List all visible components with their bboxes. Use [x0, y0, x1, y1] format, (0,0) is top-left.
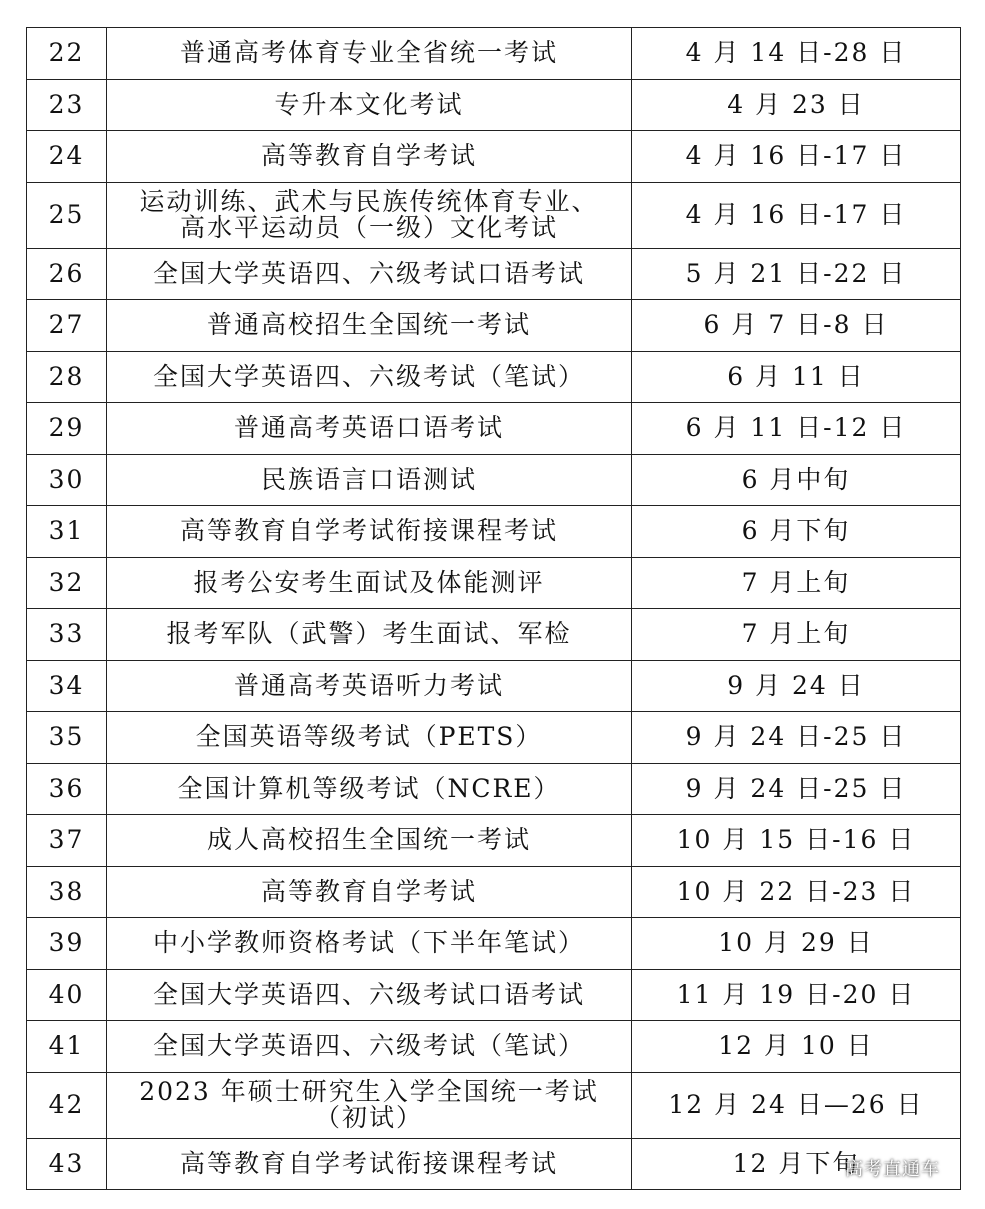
exam-name-line: 报考公安考生面试及体能测评 — [193, 567, 545, 597]
exam-name-cell — [107, 351, 632, 403]
row-number-cell: 43 — [27, 1138, 107, 1190]
exam-name-line: 高水平运动员（一级）文化考试 — [179, 213, 558, 242]
exam-name-cell — [107, 969, 632, 1021]
exam-date-cell: 12 月 24 日—26 日 — [632, 1072, 961, 1138]
row-number-cell: 36 — [27, 763, 107, 815]
table-row — [27, 506, 961, 558]
row-number-cell: 39 — [27, 918, 107, 970]
row-number-cell: 42 — [27, 1072, 107, 1138]
exam-name-cell — [107, 506, 632, 558]
table-row — [27, 1072, 961, 1138]
table-row — [27, 351, 961, 403]
exam-name-line: 高等教育自学考试衔接课程考试 — [179, 1148, 558, 1178]
exam-name-cell — [107, 866, 632, 918]
exam-date-cell: 4 月 23 日 — [632, 79, 961, 131]
exam-date-cell: 12 月 10 日 — [632, 1021, 961, 1073]
exam-name-cell — [107, 557, 632, 609]
row-number-cell: 29 — [27, 403, 107, 455]
exam-name-cell — [107, 248, 632, 300]
exam-schedule-table — [26, 27, 961, 1190]
row-number-cell: 38 — [27, 866, 107, 918]
exam-name-line: 全国大学英语四、六级考试（笔试） — [152, 361, 585, 391]
exam-date-cell: 7 月上旬 — [632, 557, 961, 609]
table-row — [27, 248, 961, 300]
row-number-cell: 35 — [27, 712, 107, 764]
table-row — [27, 454, 961, 506]
table-row — [27, 1021, 961, 1073]
row-number-cell: 41 — [27, 1021, 107, 1073]
table-row — [27, 182, 961, 248]
table-row — [27, 866, 961, 918]
exam-name-line: 普通高校招生全国统一考试 — [206, 310, 531, 340]
exam-name-line: 成人高校招生全国统一考试 — [206, 825, 531, 855]
exam-name-cell — [107, 131, 632, 183]
table-row — [27, 815, 961, 867]
exam-name-line: 全国大学英语四、六级考试口语考试 — [152, 258, 585, 288]
exam-name-line: 高等教育自学考试 — [260, 141, 477, 171]
row-number-cell: 40 — [27, 969, 107, 1021]
exam-date-cell: 5 月 21 日-22 日 — [632, 248, 961, 300]
exam-name-cell — [107, 815, 632, 867]
exam-date-cell: 6 月 11 日-12 日 — [632, 403, 961, 455]
row-number-cell: 28 — [27, 351, 107, 403]
exam-name-line: 普通高考体育专业全省统一考试 — [179, 38, 558, 68]
exam-date-cell: 9 月 24 日-25 日 — [632, 712, 961, 764]
exam-name-line: 报考军队（武警）考生面试、军检 — [166, 619, 572, 649]
exam-name-line: （初试） — [314, 1103, 423, 1132]
exam-name-line: 全国英语等级考试（PETS） — [195, 722, 543, 752]
table-row — [27, 918, 961, 970]
exam-name-line: 普通高考英语听力考试 — [233, 670, 504, 700]
exam-name-cell — [107, 712, 632, 764]
table-row — [27, 79, 961, 131]
table-row — [27, 300, 961, 352]
exam-name-line: 普通高考英语口语考试 — [233, 413, 504, 443]
exam-name-line: 民族语言口语测试 — [260, 464, 477, 494]
exam-name-cell — [107, 300, 632, 352]
row-number-cell: 25 — [27, 182, 107, 248]
exam-schedule-table-body — [27, 28, 961, 1190]
exam-name-line: 高等教育自学考试衔接课程考试 — [179, 516, 558, 546]
table-row — [27, 403, 961, 455]
exam-date-cell: 6 月下旬 — [632, 506, 961, 558]
table-row — [27, 763, 961, 815]
row-number-cell: 22 — [27, 28, 107, 80]
exam-date-cell: 4 月 14 日-28 日 — [632, 28, 961, 80]
exam-name-cell — [107, 660, 632, 712]
exam-date-cell: 6 月 7 日-8 日 — [632, 300, 961, 352]
exam-name-cell — [107, 1021, 632, 1073]
row-number-cell: 37 — [27, 815, 107, 867]
exam-date-cell: 6 月中旬 — [632, 454, 961, 506]
row-number-cell: 31 — [27, 506, 107, 558]
exam-name-cell — [107, 1138, 632, 1190]
exam-date-cell: 10 月 22 日-23 日 — [632, 866, 961, 918]
exam-name-cell — [107, 454, 632, 506]
exam-date-cell: 6 月 11 日 — [632, 351, 961, 403]
exam-date-cell: 12 月下旬 — [632, 1138, 961, 1190]
exam-name-cell — [107, 609, 632, 661]
table-row — [27, 712, 961, 764]
exam-date-cell: 10 月 15 日-16 日 — [632, 815, 961, 867]
exam-name-cell — [107, 403, 632, 455]
row-number-cell: 24 — [27, 131, 107, 183]
exam-date-cell: 11 月 19 日-20 日 — [632, 969, 961, 1021]
exam-date-cell: 9 月 24 日-25 日 — [632, 763, 961, 815]
exam-name-line: 全国大学英语四、六级考试口语考试 — [152, 979, 585, 1009]
exam-date-cell: 9 月 24 日 — [632, 660, 961, 712]
exam-name-line: 2023 年硕士研究生入学全国统一考试 — [139, 1077, 599, 1106]
exam-date-cell: 4 月 16 日-17 日 — [632, 182, 961, 248]
table-row — [27, 131, 961, 183]
exam-name-line: 全国计算机等级考试（NCRE） — [177, 773, 561, 803]
exam-name-cell — [107, 182, 632, 248]
table-row — [27, 969, 961, 1021]
row-number-cell: 32 — [27, 557, 107, 609]
row-number-cell: 26 — [27, 248, 107, 300]
exam-date-cell: 7 月上旬 — [632, 609, 961, 661]
row-number-cell: 34 — [27, 660, 107, 712]
row-number-cell: 27 — [27, 300, 107, 352]
table-row — [27, 28, 961, 80]
exam-name-cell — [107, 763, 632, 815]
table-row — [27, 609, 961, 661]
exam-name-line: 中小学教师资格考试（下半年笔试） — [152, 928, 585, 958]
watermark-text: 高考直通车 — [845, 1159, 940, 1180]
exam-date-cell: 10 月 29 日 — [632, 918, 961, 970]
table-row — [27, 557, 961, 609]
exam-name-line: 运动训练、武术与民族传统体育专业、 — [139, 187, 599, 216]
row-number-cell: 33 — [27, 609, 107, 661]
exam-name-cell — [107, 79, 632, 131]
exam-schedule-sheet — [26, 27, 960, 1190]
exam-name-line: 全国大学英语四、六级考试（笔试） — [152, 1031, 585, 1061]
table-row — [27, 660, 961, 712]
exam-name-cell — [107, 918, 632, 970]
row-number-cell: 30 — [27, 454, 107, 506]
table-row — [27, 1138, 961, 1190]
exam-date-cell: 4 月 16 日-17 日 — [632, 131, 961, 183]
row-number-cell: 23 — [27, 79, 107, 131]
exam-name-line: 高等教育自学考试 — [260, 876, 477, 906]
exam-name-line: 专升本文化考试 — [274, 89, 464, 119]
exam-name-cell — [107, 28, 632, 80]
exam-name-cell — [107, 1072, 632, 1138]
